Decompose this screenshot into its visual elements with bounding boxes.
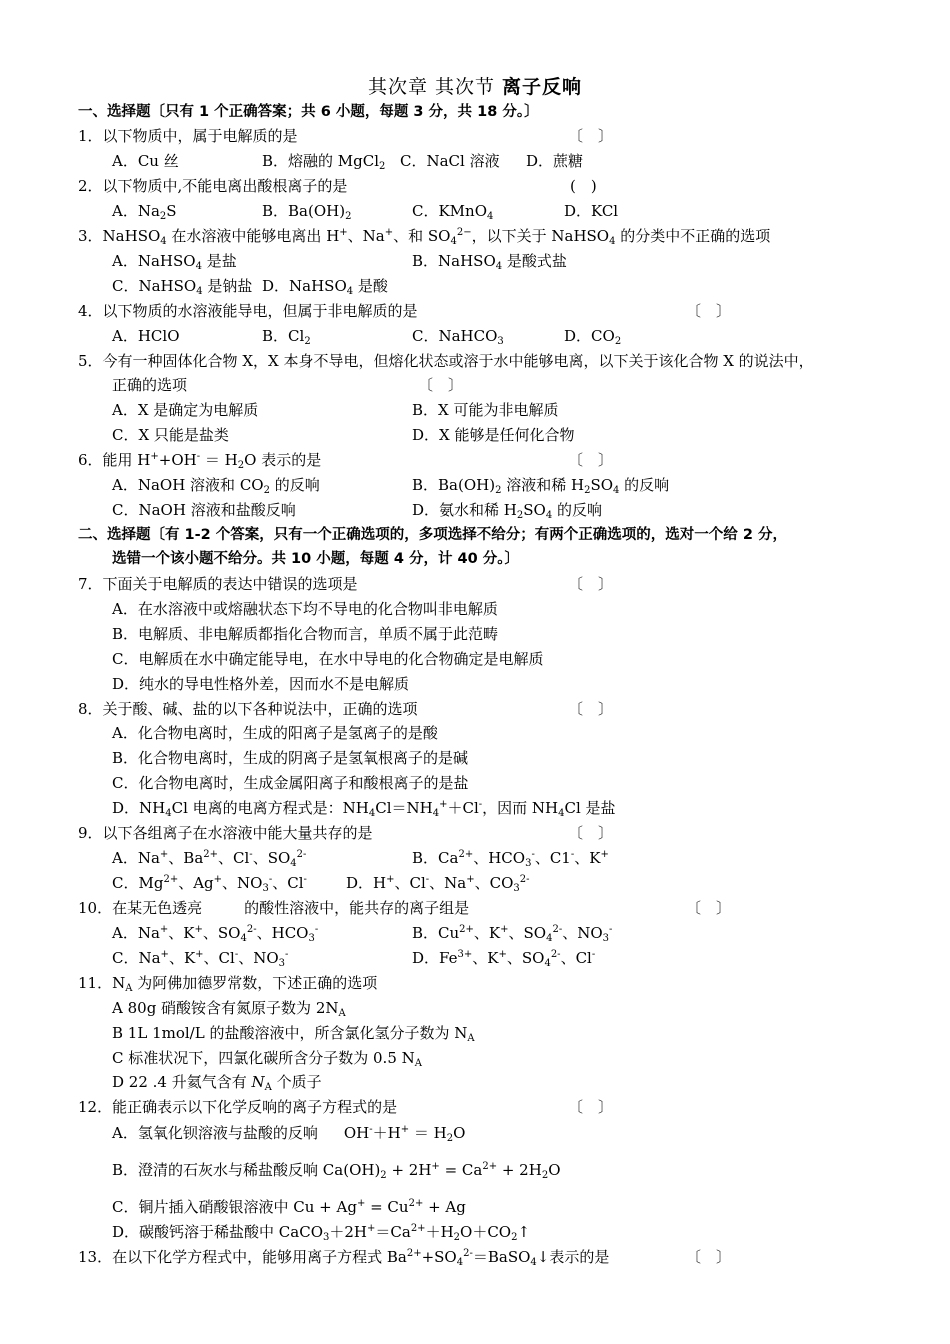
question-9-options-row1 bbox=[0, 846, 950, 870]
option-c: C．NaHSO$_4$ 是钠盐 bbox=[112, 277, 253, 297]
section-heading-2-cont: 选错一个该小题不给分。共 10 小题，每题 4 分，计 40 分。〕 bbox=[112, 551, 519, 567]
question-9: 9．以下各组离子在水溶液中能大量共存的是 bbox=[78, 824, 373, 842]
question-2: 2．以下物质中,不能电离出酸根离子的是 bbox=[78, 177, 348, 195]
option-a: A．在水溶液中或熔融状态下均不导电的化合物叫非电解质 bbox=[112, 600, 498, 618]
option-d: D．H+、Cl-、Na+、$CO_3^{2-}$ bbox=[346, 874, 530, 894]
option-a: A．NaHSO$_4$ 是盐 bbox=[112, 252, 237, 272]
option-c: C．电解质在水中确定能导电，在水中导电的化合物确定是电解质 bbox=[112, 650, 544, 668]
option-b: B．$Ba(OH)_2$ 溶液和稀 $H_2SO_4$ 的反响 bbox=[412, 476, 670, 496]
option-c: C．KMnO$_4$ bbox=[412, 202, 494, 222]
option-d: D．NaHSO$_4$ 是酸 bbox=[262, 277, 388, 297]
option-d: D．氨水和稀 $H_2SO_4$ 的反响 bbox=[412, 501, 602, 521]
question-10-options-row1 bbox=[0, 921, 950, 945]
option-b: B．化合物电离时，生成的阴离子是氢氧根离子的是碱 bbox=[112, 749, 469, 767]
answer-bracket: 〔 〕 bbox=[568, 451, 614, 469]
question-8: 8．关于酸、碱、盐的以下各种说法中，正确的选项 bbox=[78, 700, 418, 718]
option-d: D．KCl bbox=[564, 202, 619, 220]
option-a: A．NaOH 溶液和 $CO_2$ 的反响 bbox=[112, 476, 320, 496]
question-3: 3．NaHSO$_4$ 在水溶液中能够电离出 H+、Na+、和 $SO_4^{2-}$，以下关于 NaHSO$_4$ 的分类中不正确的选项 bbox=[78, 227, 771, 247]
option-b: B．澄清的石灰水与稀盐酸反响 $Ca(OH)_2 + 2H^+ = Ca^{2+} + 2H_2O$ bbox=[112, 1161, 561, 1181]
option-c: C．X 只能是盐类 bbox=[112, 426, 229, 444]
option-a: A．Cu 丝 bbox=[112, 152, 179, 170]
answer-bracket: 〔 〕 bbox=[568, 1098, 614, 1116]
option-d: D．X 能够是任何化合物 bbox=[412, 426, 575, 444]
option-b: B．X 可能为非电解质 bbox=[412, 401, 559, 419]
option-d: D．$NH_4Cl$ 电离的电离方程式是：$NH_4Cl=NH_4^++Cl^-$，因而 $NH_4Cl$ 是盐 bbox=[112, 799, 616, 819]
question-10: 10．在某无色透亮 的酸性溶液中，能共存的离子组是 bbox=[78, 899, 470, 917]
answer-bracket: 〔 〕 bbox=[686, 302, 732, 320]
option-c: C．Na+、K+、Cl-、$NO_3^-$ bbox=[112, 949, 289, 969]
option-d: D．碳酸钙溶于稀盐酸中 $CaCO_3+2H^+=Ca^{2+}+H_2O+CO_2↑$ bbox=[112, 1223, 531, 1243]
question-5: 5．今有一种固体化合物 X，X 本身不导电，但熔化状态或溶于水中能够电离，以下关于该化合物 X 的说法中， bbox=[78, 352, 814, 370]
option-b: B 1L 1mol/L 的盐酸溶液中，所含氯化氢分子数为 $N_A$ bbox=[112, 1024, 475, 1044]
option-d: D．$Fe^{3+}$、K+、$SO_4^{2-}$、Cl- bbox=[412, 949, 596, 969]
question-11: 11．$N_A$ 为阿佛加德罗常数，下述正确的选项 bbox=[78, 974, 378, 994]
question-4: 4．以下物质的水溶液能导电，但属于非电解质的是 bbox=[78, 302, 418, 320]
section-heading-2: 二、选择题〔有 1-2 个答案，只有一个正确选项的，多项选择不给分；有两个正确选项的，选对一个给 2 分， bbox=[78, 527, 787, 543]
question-10-options-row2 bbox=[0, 946, 950, 970]
option-b: B．$Ba(OH)_2$ bbox=[262, 202, 352, 222]
option-c: C．化合物电离时，生成金属阳离子和酸根离子的是盐 bbox=[112, 774, 469, 792]
answer-bracket: 〔 〕 bbox=[418, 376, 464, 394]
answer-bracket: 〔 〕 bbox=[568, 700, 614, 718]
option-c: C．$Mg^{2+}$、Ag+、$NO_3^-$、Cl- bbox=[112, 874, 307, 894]
question-3-options-row2 bbox=[0, 274, 950, 298]
question-9-options-row2 bbox=[0, 871, 950, 895]
option-b: B．$Ca^{2+}$、$HCO_3^-$、C1-、K+ bbox=[412, 849, 609, 869]
option-c: C．铜片插入硝酸银溶液中 $Cu + Ag^+ = Cu^{2+} + Ag$ bbox=[112, 1198, 466, 1216]
question-12: 12．能正确表示以下化学反响的离子方程式的是 bbox=[78, 1098, 398, 1116]
question-2-options bbox=[0, 199, 950, 223]
question-5-options-row1 bbox=[0, 398, 950, 422]
question-6-options-row1 bbox=[0, 473, 950, 497]
answer-bracket: 〔 〕 bbox=[568, 575, 614, 593]
option-c: C 标准状况下，四氯化碳所含分子数为 0.5 $N_A$ bbox=[112, 1049, 422, 1069]
question-5-options-row2 bbox=[0, 423, 950, 447]
option-a: A．氢氧化钡溶液与盐酸的反响 $OH^-+H^+ = H_2O$ bbox=[112, 1124, 466, 1144]
answer-bracket: ( ) bbox=[570, 177, 597, 195]
question-7: 7．下面关于电解质的表达中错误的选项是 bbox=[78, 575, 358, 593]
option-b: B．$Cu^{2+}$、K+、$SO_4^{2-}$、$NO_3^-$ bbox=[412, 924, 613, 944]
option-a: A．X 是确定为电解质 bbox=[112, 401, 259, 419]
option-d: D．纯水的导电性格外差，因而水不是电解质 bbox=[112, 675, 410, 693]
question-5-cont: 正确的选项 bbox=[112, 376, 188, 394]
answer-bracket: 〔 〕 bbox=[686, 899, 732, 917]
option-a: A．化合物电离时，生成的阳离子是氢离子的是酸 bbox=[112, 724, 438, 742]
option-a: A．Na+、$Ba^{2+}$、Cl-、$SO_4^{2-}$ bbox=[112, 849, 307, 869]
answer-bracket: 〔 〕 bbox=[568, 127, 614, 145]
question-1-options bbox=[0, 149, 950, 173]
option-d: D．$CO_2$ bbox=[564, 327, 622, 347]
option-b: B．电解质、非电解质都指化合物而言，单质不属于此范畴 bbox=[112, 625, 499, 643]
option-d: D 22 .4 升氦气含有 $N_A$ 个质子 bbox=[112, 1073, 322, 1093]
question-3-options-row1 bbox=[0, 249, 950, 273]
page-title: 其次章 其次节 离子反响 bbox=[367, 76, 583, 98]
option-c: C．NaOH 溶液和盐酸反响 bbox=[112, 501, 296, 519]
option-a: A．$Na_2S$ bbox=[112, 202, 177, 222]
question-13: 13．在以下化学方程式中，能够用离子方程式 $Ba^{2+}+SO_4^{2-}=BaSO_4↓$表示的是 bbox=[78, 1248, 610, 1268]
option-c: C．NaHCO$_3$ bbox=[412, 327, 504, 347]
question-6: 6．能用 $H^++OH^- = H_2O$ 表示的是 bbox=[78, 451, 322, 471]
option-b: B．熔融的 MgCl$_2$ bbox=[262, 152, 386, 172]
option-a: A．HClO bbox=[112, 327, 180, 345]
question-1: 1．以下物质中，属于电解质的是 bbox=[78, 127, 298, 145]
option-a: A．Na+、K+、$SO_4^{2-}$、$HCO_3^-$ bbox=[112, 924, 319, 944]
question-4-options bbox=[0, 324, 950, 348]
answer-bracket: 〔 〕 bbox=[686, 1248, 732, 1266]
option-a: A 80g 硝酸铵含有氮原子数为 $2N_A$ bbox=[112, 999, 346, 1019]
answer-bracket: 〔 〕 bbox=[568, 824, 614, 842]
option-d: D．蔗糖 bbox=[526, 152, 584, 170]
option-c: C．NaCl 溶液 bbox=[400, 152, 500, 170]
section-heading-1: 一、选择题〔只有 1 个正确答案；共 6 小题，每题 3 分，共 18 分。〕 bbox=[78, 104, 539, 120]
question-6-options-row2 bbox=[0, 498, 950, 522]
option-b: B．$Cl_2$ bbox=[262, 327, 311, 347]
option-b: B．NaHSO$_4$ 是酸式盐 bbox=[412, 252, 567, 272]
